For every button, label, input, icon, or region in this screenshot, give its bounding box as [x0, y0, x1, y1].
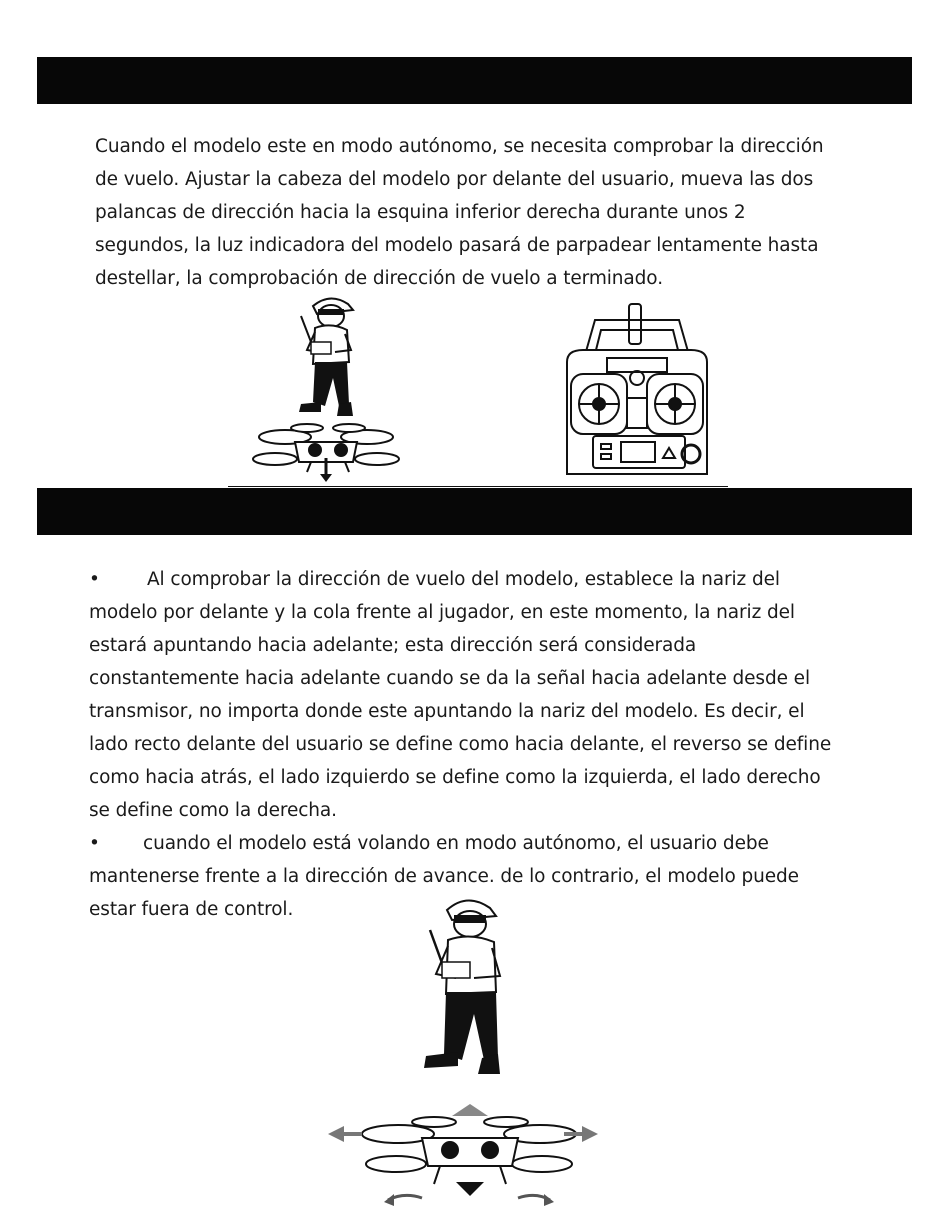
text-line: cuando el modelo está volando en modo autónomo, el usuario debe: [143, 833, 769, 854]
flight-direction-check-paragraph: [95, 130, 855, 295]
bullet-marker: •: [89, 569, 100, 590]
text-line: mantenerse frente a la dirección de avance. de lo contrario, el modelo puede: [89, 866, 799, 887]
text-line: destellar, la comprobación de dirección de vuelo a terminado.: [95, 268, 663, 289]
text-line: se define como la derecha.: [89, 800, 337, 821]
text-line: Al comprobar la dirección de vuelo del modelo, establece la nariz del: [147, 569, 780, 590]
flight-direction-notes: [89, 563, 849, 926]
section-header-bar: [37, 488, 912, 535]
text-line: Cuando el modelo este en modo autónomo, se necesita comprobar la dirección: [95, 136, 824, 157]
text-line: lado recto delante del usuario se define como hacia delante, el reverso se define: [89, 734, 832, 755]
transmitter-illustration: [563, 302, 711, 476]
bullet-item: [89, 563, 849, 596]
text-line: modelo por delante y la cola frente al jugador, en este momento, la nariz del: [89, 602, 795, 623]
text-line: estar fuera de control.: [89, 899, 294, 920]
text-line: como hacia atrás, el lado izquierdo se define como la izquierda, el lado derecho: [89, 767, 821, 788]
text-line: segundos, la luz indicadora del modelo pasará de parpadear lentamente hasta: [95, 235, 819, 256]
bullet-item: [89, 827, 849, 860]
text-line: palancas de dirección hacia la esquina inferior derecha durante unos 2: [95, 202, 746, 223]
text-line: estará apuntando hacia adelante; esta dirección será considerada: [89, 635, 697, 656]
bullet-marker: •: [89, 833, 100, 854]
user-with-drone-illustration: [245, 292, 415, 484]
divider: [228, 486, 728, 487]
text-line: de vuelo. Ajustar la cabeza del modelo por delante del usuario, mueva las dos: [95, 169, 814, 190]
user-direction-illustration: [322, 894, 607, 1214]
section-header-bar: [37, 57, 912, 104]
text-line: transmisor, no importa donde este apuntando la nariz del modelo. Es decir, el: [89, 701, 805, 722]
text-line: constantemente hacia adelante cuando se da la señal hacia adelante desde el: [89, 668, 811, 689]
